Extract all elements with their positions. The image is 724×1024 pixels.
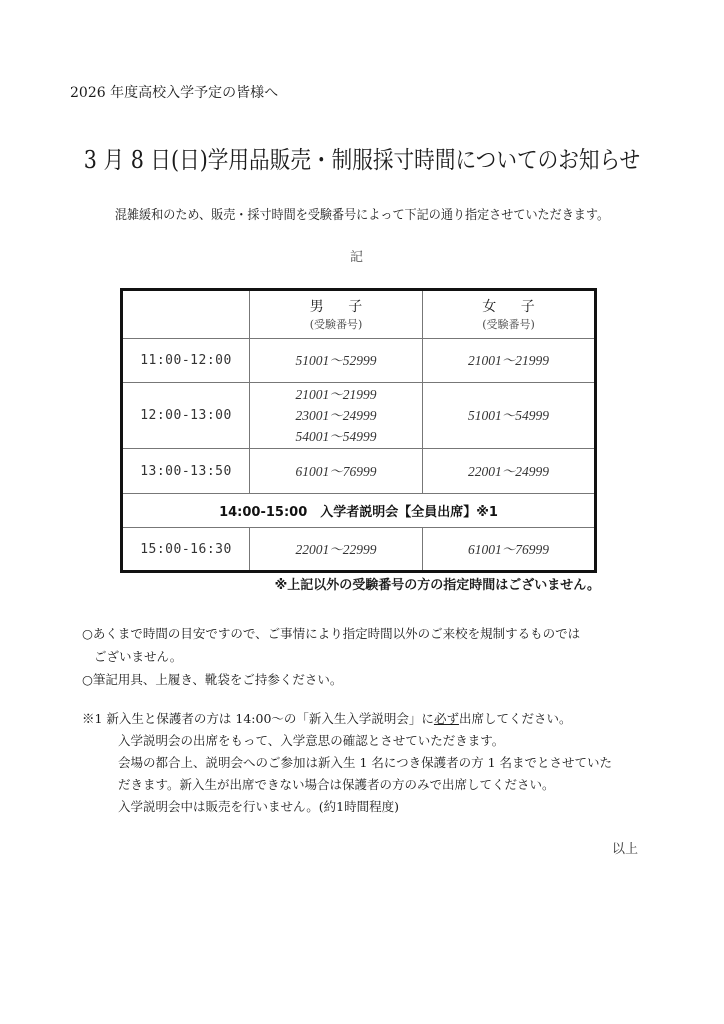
girls-cell bbox=[423, 339, 596, 383]
underlined-emphasis: 必ず bbox=[433, 711, 459, 726]
boys-cell bbox=[250, 383, 423, 449]
bullet-item: ○あくまで時間の目安ですので、ご事情により指定時間以外のご来校を規制するものでは bbox=[82, 626, 581, 641]
table-note: ※上記以外の受験番号の方の指定時間はございません。 bbox=[274, 578, 600, 593]
time-cell: 15:00-16:30 bbox=[122, 528, 250, 572]
header-girls-label: 女 子 bbox=[482, 298, 545, 315]
range-value: 61001～76999 bbox=[295, 463, 377, 479]
girls-cell bbox=[423, 449, 596, 494]
table-header-row bbox=[122, 290, 596, 339]
header-girls-cell bbox=[423, 290, 596, 339]
footnote-line-4: だきます。新入生が出席できない場合は保護者の方のみで出席してください。 bbox=[118, 777, 555, 792]
session-row bbox=[122, 494, 596, 528]
range-value: 51001～54999 bbox=[468, 408, 549, 423]
schedule-table bbox=[120, 288, 597, 573]
range-value: 22001～22999 bbox=[295, 541, 377, 557]
table-row bbox=[122, 528, 596, 572]
girls-cell bbox=[423, 383, 596, 449]
boys-cell bbox=[250, 528, 423, 572]
header-time-cell bbox=[122, 290, 250, 339]
bullet-item-continuation: ございません。 bbox=[94, 649, 183, 664]
table-row bbox=[122, 449, 596, 494]
range-value: 23001～24999 bbox=[295, 408, 377, 423]
range-value: 22001～24999 bbox=[468, 463, 549, 479]
table-row bbox=[122, 339, 596, 383]
bullet-item: ○筆記用具、上履き、靴袋をご持参ください。 bbox=[82, 672, 343, 687]
boys-cell bbox=[250, 339, 423, 383]
header-boys-cell bbox=[250, 290, 423, 339]
footnote-prefix: ※1 新入生と保護者の方は 14:00～の「新入生入学説明会」に bbox=[82, 711, 434, 726]
table-row bbox=[122, 383, 596, 449]
time-cell: 13:00-13:50 bbox=[122, 449, 250, 494]
boys-cell bbox=[250, 449, 423, 494]
addressee-line: 2026 年度高校入学予定の皆様へ bbox=[70, 85, 279, 101]
ki-marker: 記 bbox=[350, 250, 364, 265]
header-girls-sublabel: (受験番号) bbox=[482, 317, 535, 331]
footnote-line-2: 入学説明会の出席をもって、入学意思の確認とさせていただきます。 bbox=[118, 733, 505, 748]
footnote-line-3: 会場の都合上、説明会へのご参加は新入生 1 名につき保護者の方 1 名までとさせていた bbox=[118, 755, 613, 770]
session-cell: 14:00-15:00 入学者説明会【全員出席】※1 bbox=[122, 494, 596, 528]
range-value: 21001～21999 bbox=[468, 353, 549, 368]
range-value: 61001～76999 bbox=[468, 541, 549, 557]
time-cell: 12:00-13:00 bbox=[122, 383, 250, 449]
girls-cell bbox=[423, 528, 596, 572]
footnote-line-1 bbox=[82, 708, 702, 730]
bullet-list bbox=[82, 622, 682, 691]
closing-mark: 以上 bbox=[612, 842, 639, 857]
range-value: 54001～54999 bbox=[295, 429, 377, 444]
header-boys-label: 男 子 bbox=[309, 298, 373, 315]
footnote-block bbox=[82, 708, 702, 818]
range-value: 21001～21999 bbox=[295, 387, 377, 402]
intro-text: 混雑緩和のため、販売・採寸時間を受験番号によって下記の通り指定させていただきます。 bbox=[114, 208, 610, 223]
footnote-line-5: 入学説明会中は販売を行いません。(約1時間程度) bbox=[118, 799, 399, 814]
time-cell: 11:00-12:00 bbox=[122, 339, 250, 383]
page-title: 3 月 8 日(日)学用品販売・制服採寸時間についてのお知らせ bbox=[83, 146, 641, 174]
range-value: 51001～52999 bbox=[295, 353, 377, 368]
footnote-suffix: 出席してください。 bbox=[458, 711, 572, 726]
header-boys-sublabel: (受験番号) bbox=[309, 317, 363, 331]
